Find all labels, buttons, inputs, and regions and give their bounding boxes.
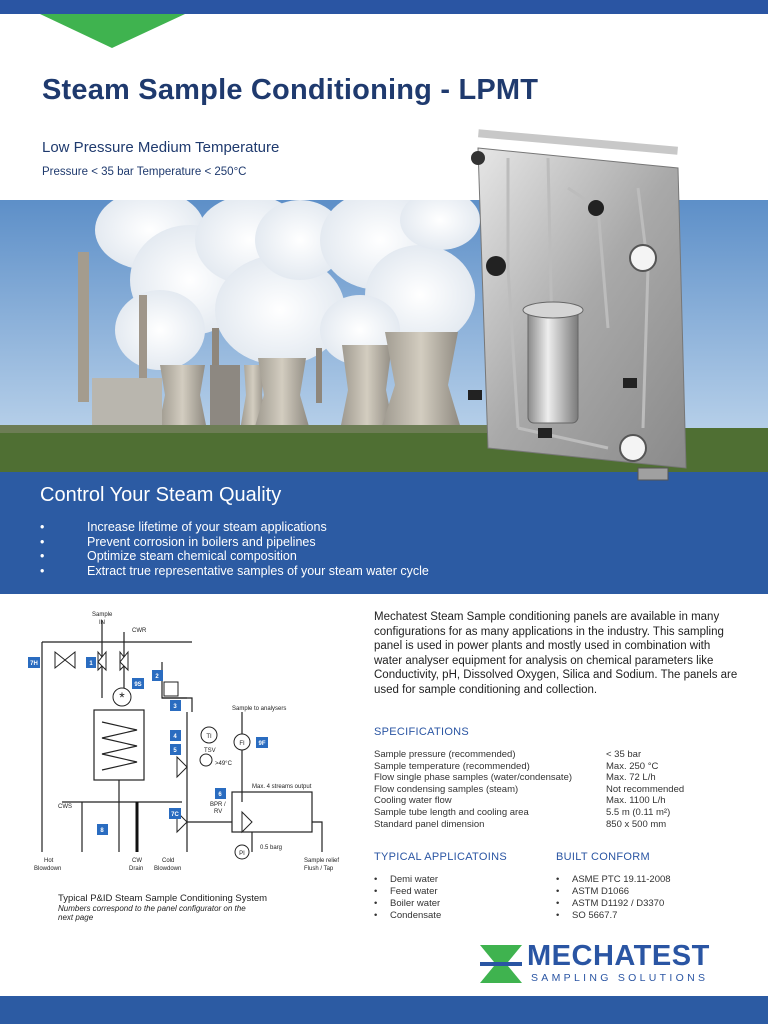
svg-text:4: 4 (173, 734, 177, 740)
spec-value: Not recommended (606, 783, 685, 795)
conform-heading: BUILT CONFORM (556, 851, 650, 863)
spec-row (374, 784, 684, 796)
diagram-caption (58, 893, 328, 922)
band-title: Control Your Steam Quality (40, 484, 282, 506)
applications-list (374, 874, 441, 922)
svg-text:TI: TI (206, 734, 212, 740)
spec-value: 5.5 m (0.11 m²) (606, 806, 671, 818)
svg-text:FI: FI (239, 741, 245, 747)
application-item: • Demi water (374, 874, 441, 886)
spec-key: Sample temperature (recommended) (374, 760, 530, 772)
svg-text:3: 3 (173, 704, 177, 710)
application-item: • Condensate (374, 910, 441, 922)
spec-key: Sample tube length and cooling area (374, 806, 529, 818)
spec-key: Standard panel dimension (374, 818, 485, 830)
svg-text:IN: IN (99, 620, 105, 626)
svg-text:Max. 4 streams output: Max. 4 streams output (252, 784, 312, 790)
svg-text:Blowdown: Blowdown (154, 866, 182, 872)
svg-text:9S: 9S (134, 682, 142, 688)
bottom-bar (0, 996, 768, 1024)
svg-text:2: 2 (155, 674, 159, 680)
conform-item: • SO 5667.7 (556, 910, 671, 922)
spec-value: Max. 250 °C (606, 760, 659, 772)
product-description: Mechatest Steam Sample conditioning panels are available in many configurations for as many applications in the industry. This sampling panel is used in power plants and mostly used in combination with water analyser equipment for analysis on chemical parameters like Conductivity, pH, Dissolved Oxygen, Silica and Sodium. The panels are used for sample conditioning and collection. (374, 611, 738, 696)
logo-tagline: SAMPLING SOLUTIONS (531, 972, 709, 984)
svg-text:>49°C: >49°C (215, 761, 232, 767)
spec-key: Cooling water flow (374, 795, 452, 807)
feature-item: • Extract true representative samples of your steam water cycle (40, 564, 429, 579)
svg-text:RV: RV (214, 809, 223, 815)
spec-value: 850 x 500 mm (606, 818, 667, 830)
feature-item: • Optimize steam chemical composition (40, 549, 429, 564)
application-item: • Feed water (374, 886, 441, 898)
logo-wordmark: MECHATEST (527, 940, 710, 972)
svg-text:Sample relief: Sample relief (304, 858, 340, 864)
svg-text:1: 1 (89, 661, 93, 667)
spec-value: < 35 bar (606, 749, 642, 760)
spec-row (374, 749, 684, 761)
spec-row (374, 761, 684, 773)
applications-heading: TYPICAL APPLICATOINS (374, 851, 507, 863)
spec-key: Flow single phase samples (water/condensate) (374, 772, 573, 784)
pressure-temperature-line: Pressure < 35 bar Temperature < 250°C (42, 166, 247, 178)
spec-key: Sample pressure (recommended) (374, 749, 516, 760)
application-item: • Boiler water (374, 898, 441, 910)
specifications-table (374, 749, 684, 830)
svg-text:TSV: TSV (204, 748, 216, 754)
pid-diagram (22, 602, 352, 892)
page-subtitle: Low Pressure Medium Temperature (42, 139, 280, 156)
sampling-panel-image (458, 128, 698, 500)
spec-row (374, 795, 684, 807)
svg-text:Flush / Tap: Flush / Tap (304, 866, 334, 872)
diagram-caption-note: Numbers correspond to the panel configurator on the (58, 904, 246, 913)
specifications-heading: SPECIFICATIONS (374, 726, 470, 738)
conform-item: • ASTM D1192 / D3370 (556, 898, 671, 910)
diagram-caption-note: next page (58, 913, 94, 922)
feature-list (40, 520, 429, 578)
svg-text:7C: 7C (171, 812, 179, 818)
svg-text:CW: CW (132, 858, 142, 864)
svg-text:9F: 9F (258, 741, 266, 747)
spec-row (374, 772, 684, 784)
svg-text:CWR: CWR (132, 628, 147, 634)
top-green-chevron (0, 0, 768, 50)
conform-list (556, 874, 671, 922)
svg-text:CWS: CWS (58, 804, 72, 810)
feature-item: • Prevent corrosion in boilers and pipelines (40, 535, 429, 550)
svg-text:Sample to analysers: Sample to analysers (232, 706, 287, 712)
svg-text:Drain: Drain (129, 866, 144, 872)
conform-item: • ASTM D1066 (556, 886, 671, 898)
spec-value: Max. 1100 L/h (606, 795, 666, 807)
svg-text:5: 5 (173, 748, 177, 754)
conform-item: • ASME PTC 19.11-2008 (556, 874, 671, 886)
spec-value: Max. 72 L/h (606, 772, 656, 784)
svg-text:8: 8 (100, 828, 104, 834)
svg-text:7H: 7H (30, 661, 38, 667)
svg-text:BPR /: BPR / (210, 802, 226, 808)
svg-text:*: * (119, 689, 125, 705)
spec-row (374, 819, 684, 831)
spec-key: Flow condensing samples (steam) (374, 783, 519, 795)
feature-item: • Increase lifetime of your steam applications (40, 520, 429, 535)
svg-text:Hot: Hot (44, 858, 54, 864)
svg-text:0.5 barg: 0.5 barg (260, 845, 283, 851)
svg-text:6: 6 (218, 792, 222, 798)
svg-text:Cold: Cold (162, 858, 175, 864)
svg-text:Sample: Sample (92, 612, 113, 618)
svg-text:PI: PI (239, 851, 245, 857)
spec-row (374, 807, 684, 819)
diagram-caption-title: Typical P&ID Steam Sample Conditioning System (58, 893, 268, 904)
svg-text:Blowdown: Blowdown (34, 866, 62, 872)
page-title: Steam Sample Conditioning - LPMT (42, 74, 539, 106)
